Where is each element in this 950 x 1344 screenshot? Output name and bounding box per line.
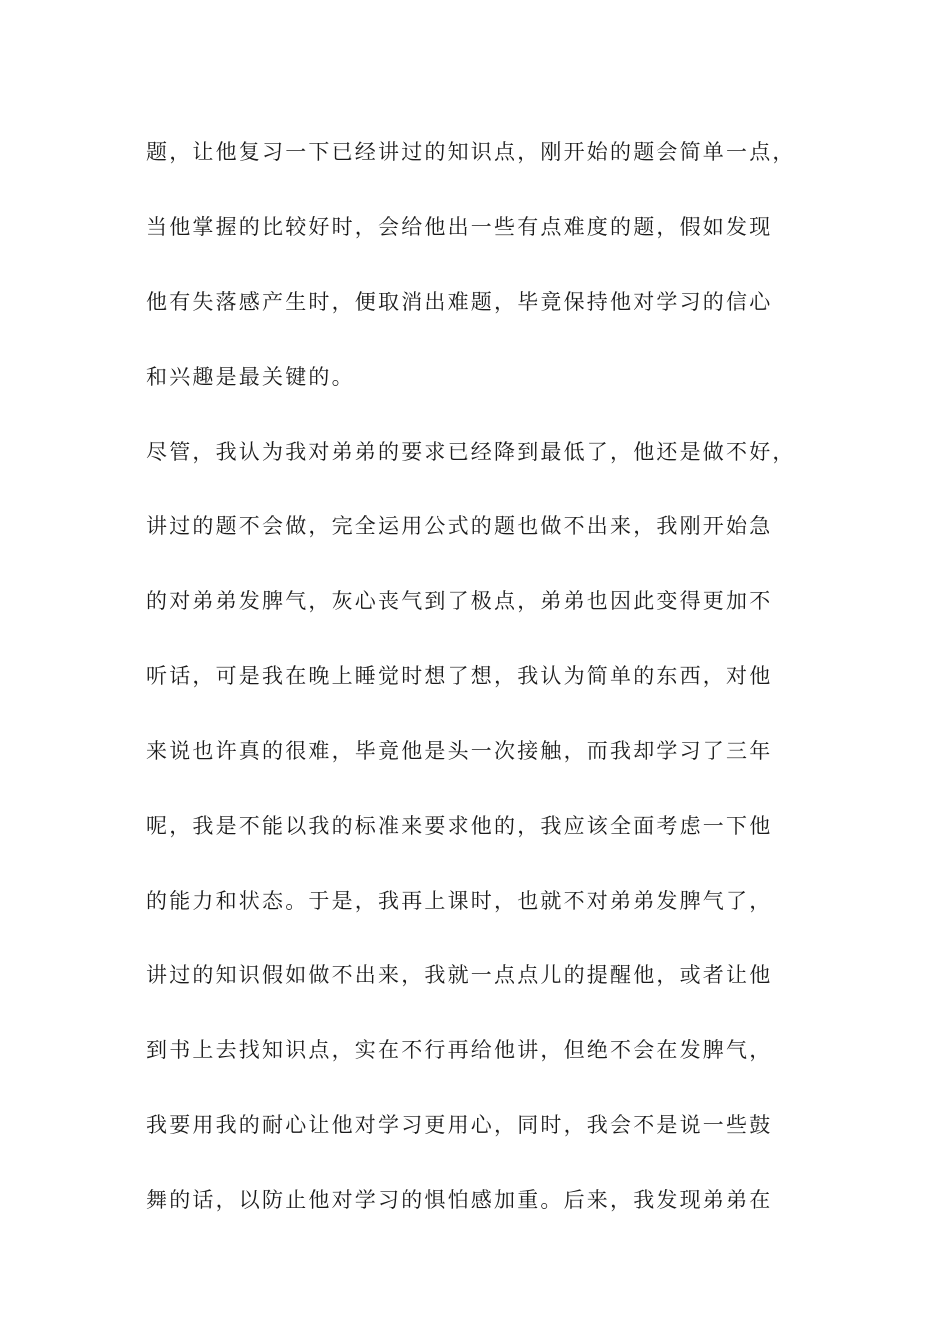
text-line: 尽管，我认为我对弟弟的要求已经降到最低了，他还是做不好， xyxy=(146,440,796,464)
text-line: 的对弟弟发脾气，灰心丧气到了极点，弟弟也因此变得更加不 xyxy=(146,589,773,613)
text-line: 我要用我的耐心让他对学习更用心，同时，我会不是说一些鼓 xyxy=(146,1113,773,1137)
text-line: 呢，我是不能以我的标准来要求他的，我应该全面考虑一下他 xyxy=(146,814,773,838)
text-line: 的能力和状态。于是，我再上课时，也就不对弟弟发脾气了， xyxy=(146,889,773,913)
text-line: 讲过的知识假如做不出来，我就一点点儿的提醒他，或者让他 xyxy=(146,963,773,987)
text-line: 题，让他复习一下已经讲过的知识点，刚开始的题会简单一点， xyxy=(146,140,796,164)
text-line: 舞的话，以防止他对学习的惧怕感加重。后来，我发现弟弟在 xyxy=(146,1188,773,1212)
text-line: 来说也许真的很难，毕竟他是头一次接触，而我却学习了三年 xyxy=(146,739,773,763)
text-line: 讲过的题不会做，完全运用公式的题也做不出来，我刚开始急 xyxy=(146,514,773,538)
text-line: 听话，可是我在晚上睡觉时想了想，我认为简单的东西，对他 xyxy=(146,664,773,688)
text-line: 和兴趣是最关键的。 xyxy=(146,365,355,389)
text-line: 当他掌握的比较好时，会给他出一些有点难度的题，假如发现 xyxy=(146,215,773,239)
text-line: 到书上去找知识点，实在不行再给他讲，但绝不会在发脾气， xyxy=(146,1038,773,1062)
text-line: 他有失落感产生时，便取消出难题，毕竟保持他对学习的信心 xyxy=(146,290,773,314)
